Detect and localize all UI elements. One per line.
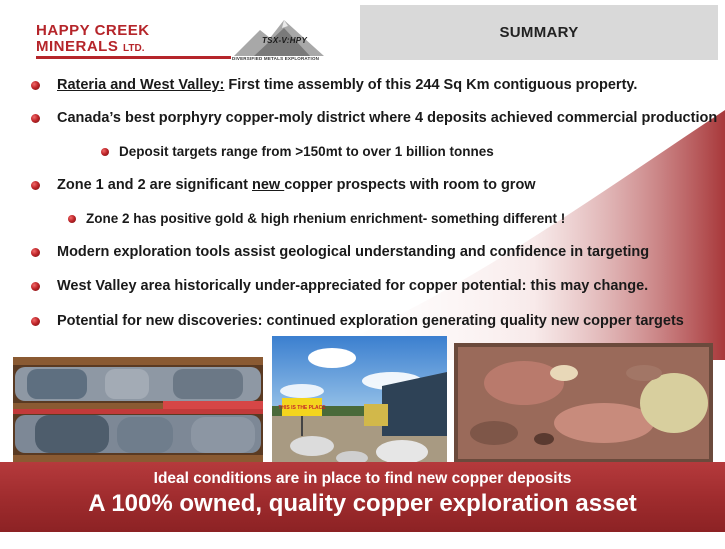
logo-minerals: MINERALS	[36, 38, 119, 55]
sub-bullet-item	[101, 144, 494, 159]
logo-underline	[36, 56, 231, 59]
bullet-dot-icon	[68, 215, 76, 223]
summary-header	[360, 5, 718, 60]
bullet-text: copper prospects with room to grow	[284, 177, 536, 193]
bullet-text: Potential for new discoveries: continued exploration generating quality new copper targets	[57, 313, 684, 329]
page-title: SUMMARY	[499, 24, 579, 41]
bullet-dot-icon	[31, 81, 40, 90]
bullet-text: Zone 2 has positive gold & high rhenium enrichment- something different !	[86, 211, 566, 226]
bullet-text: Zone 1 and 2 are significant	[57, 177, 252, 193]
rock-sample-photo	[454, 343, 713, 463]
bullet-dot-icon	[31, 248, 40, 257]
bullet-item	[31, 313, 684, 329]
logo-line2	[36, 38, 145, 55]
logo-ltd: LTD.	[123, 43, 145, 54]
bullet-dot-icon	[31, 181, 40, 190]
bullet-text: West Valley area historically under-appreciated for copper potential: this may change.	[57, 278, 649, 294]
field-site-photo	[272, 336, 447, 466]
bullet-text: Canada’s best porphyry copper-moly district where 4 deposits achieved commercial production	[57, 110, 718, 126]
logo-ticker: TSX-V:HPY	[262, 36, 308, 45]
banner-subtitle: Ideal conditions are in place to find new copper deposits	[153, 470, 572, 487]
bullet-item	[31, 110, 717, 126]
bullet-dot-icon	[31, 282, 40, 291]
bullet-dot-icon	[31, 317, 40, 326]
bullet-text: Deposit targets range from >150mt to over 1 billion tonnes	[119, 144, 494, 159]
bullet-item	[31, 278, 648, 294]
sub-bullet-item	[68, 211, 565, 226]
drill-core-photo	[13, 357, 263, 463]
bullet-item	[31, 77, 637, 93]
bullet-dot-icon	[101, 148, 109, 156]
conclusion-banner	[0, 462, 725, 532]
bullet-underlined: Rateria and West Valley:	[57, 77, 225, 93]
bullet-item	[31, 177, 536, 193]
banner-title: A 100% owned, quality copper exploration asset	[88, 490, 637, 517]
company-logo	[36, 14, 336, 66]
logo-line1: HAPPY CREEK	[36, 22, 150, 39]
bullet-text: Modern exploration tools assist geological understanding and confidence in targeting	[57, 244, 650, 260]
bullet-item	[31, 244, 649, 260]
field-sign-text: THIS IS THE PLACE	[278, 405, 326, 411]
bullet-dot-icon	[31, 114, 40, 123]
bullet-underlined: new	[252, 177, 285, 193]
bullet-text: First time assembly of this 244 Sq Km contiguous property.	[224, 77, 638, 93]
logo-tagline: DIVERSIFIED METALS EXPLORATION	[232, 56, 320, 61]
